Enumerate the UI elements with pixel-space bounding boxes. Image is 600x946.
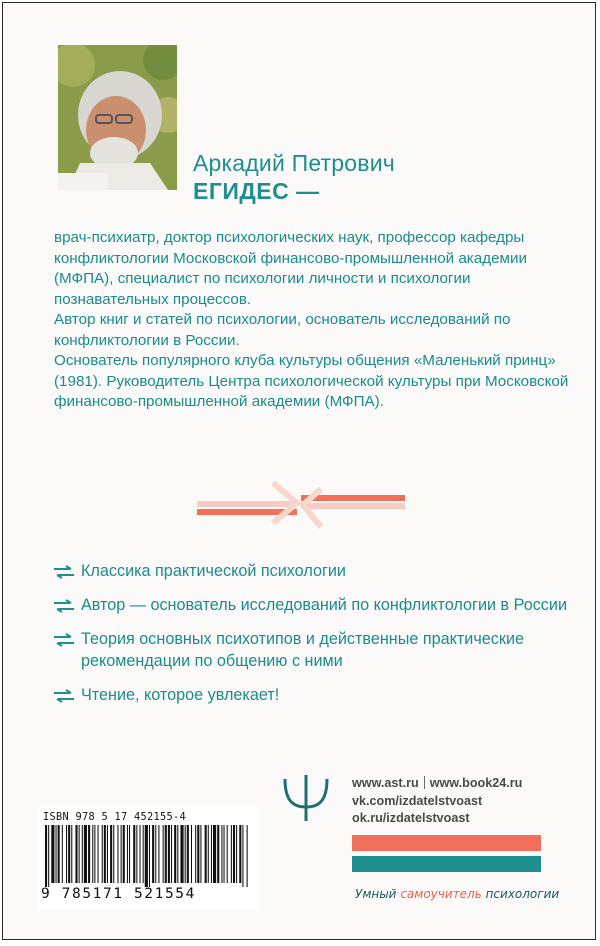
barcode-bar: [227, 825, 228, 883]
barcode-bar: [145, 825, 148, 887]
barcode-bar: [129, 825, 130, 883]
double-arrow-bullet-icon: [53, 599, 75, 613]
barcode-bar: [121, 825, 122, 883]
barcode-bar: [113, 825, 114, 883]
double-arrow-bullet-icon: [53, 565, 75, 579]
barcode-bar: [221, 825, 222, 883]
barcode-bar: [82, 825, 83, 883]
psi-logo-icon: [281, 773, 331, 823]
barcode-bar: [149, 825, 150, 887]
arrows-divider-icon: [193, 481, 408, 529]
barcode-bar: [107, 825, 108, 883]
barcode-bar: [48, 825, 49, 887]
barcode-bar: [58, 825, 60, 883]
book-back-cover: [2, 2, 596, 940]
barcode-bar: [123, 825, 125, 883]
double-arrow-bullet-icon: [53, 689, 75, 703]
barcode-bar: [51, 825, 54, 883]
barcode-bar: [236, 825, 237, 883]
barcode-bar: [56, 825, 57, 883]
barcode-bar: [62, 825, 63, 883]
barcode-bar: [75, 825, 77, 883]
link-ast[interactable]: www.ast.ru: [352, 776, 419, 790]
barcode-bar: [168, 825, 170, 883]
bio-paragraph: Автор книг и статей по психологии, основатель исследований по конфликтологии в России.: [54, 311, 511, 349]
feature-item: [53, 684, 573, 706]
barcode-bar: [158, 825, 159, 883]
barcode-bar: [213, 825, 216, 883]
barcode-bar: [171, 825, 172, 883]
series-name: [355, 887, 559, 901]
barcode-bar: [92, 825, 93, 883]
barcode-bar: [45, 825, 47, 887]
feature-item: [53, 594, 573, 616]
barcode-bar: [68, 825, 70, 883]
bio-paragraph: врач-психиатр, доктор психологических наук, профессор кафедры конфликтологии Московской финансово-промышленной академии (МФПА), специалист по психологии личности и психологии познавательных процессов.: [54, 229, 527, 308]
barcode-bar: [200, 825, 201, 883]
isbn-number: ISBN 978 5 17 452155-4: [43, 811, 186, 823]
series-name-part: психологии: [481, 887, 560, 901]
barcode-bar: [233, 825, 235, 883]
author-surname: ЕГИДЕС —: [193, 178, 320, 204]
barcode-bar: [239, 825, 241, 883]
barcode-bar: [180, 825, 183, 883]
barcode-bar: [79, 825, 80, 883]
barcode-bar: [174, 825, 176, 883]
barcode-bar: [191, 825, 192, 883]
link-separator: [424, 776, 425, 789]
barcode-bar: [117, 825, 118, 883]
link-vk[interactable]: vk.com/izdatelstvoast: [352, 793, 483, 808]
author-name: [193, 149, 395, 205]
feature-item: [53, 560, 573, 582]
link-book24[interactable]: www.book24.ru: [429, 776, 523, 790]
barcode-bar: [155, 825, 156, 883]
barcode-bar: [177, 825, 178, 883]
author-first-names: Аркадий Петрович: [193, 150, 395, 176]
barcode-image: [43, 825, 249, 887]
barcode-bar: [66, 825, 67, 883]
coral-stripe: [352, 835, 541, 851]
barcode-bar: [84, 825, 87, 883]
feature-item: [53, 628, 573, 672]
author-photo: [58, 45, 177, 190]
barcode-bar: [211, 825, 212, 883]
barcode-bar: [143, 825, 144, 883]
bio-paragraph: Основатель популярного клуба культуры общения «Маленький принц» (1981). Руководитель Центра психологической культуры при Московской финансово-промышленной академии (МФПА).: [54, 352, 569, 410]
barcode-bar: [247, 825, 248, 887]
barcode-bar: [152, 825, 154, 883]
link-ok[interactable]: ok.ru/izdatelstvoast: [352, 811, 470, 825]
barcode-bar: [187, 825, 189, 883]
barcode-bar: [88, 825, 90, 883]
barcode-bar: [205, 825, 207, 883]
barcode-bar: [102, 825, 103, 883]
barcode-bar: [217, 825, 219, 883]
feature-text: Классика практической психологии: [81, 562, 346, 580]
barcode-bar: [110, 825, 112, 883]
teal-stripe: [352, 856, 541, 872]
barcode-bar: [224, 825, 225, 883]
barcode-bar: [165, 825, 167, 883]
barcode-bar: [94, 825, 95, 883]
feature-text: Автор — основатель исследований по конфликтологии в России: [81, 596, 567, 614]
barcode-bar: [231, 825, 232, 883]
barcode-bar: [140, 825, 141, 883]
barcode-bar: [185, 825, 186, 883]
barcode-bar: [208, 825, 209, 883]
barcode-bar: [195, 825, 196, 883]
series-name-accent: самоучитель: [400, 887, 482, 901]
barcode-bar: [71, 825, 72, 883]
feature-text: Теория основных психотипов и действенные практические рекомендации по общению с ними: [81, 630, 524, 670]
publisher-links: [352, 775, 522, 828]
barcode-bar: [136, 825, 137, 883]
barcode-bar: [163, 825, 164, 883]
author-bio: [54, 228, 574, 413]
series-name-part: Умный: [355, 887, 401, 901]
features-list: [53, 560, 573, 718]
barcode-bar: [104, 825, 106, 883]
ean-number: 9 785171 521554: [41, 886, 196, 902]
barcode-bar: [133, 825, 135, 883]
barcode-bar: [242, 825, 243, 887]
barcode-bar: [98, 825, 99, 883]
barcode-bar: [197, 825, 199, 883]
barcode-bar: [127, 825, 128, 883]
double-arrow-bullet-icon: [53, 633, 75, 647]
feature-text: Чтение, которое увлекает!: [81, 686, 280, 704]
